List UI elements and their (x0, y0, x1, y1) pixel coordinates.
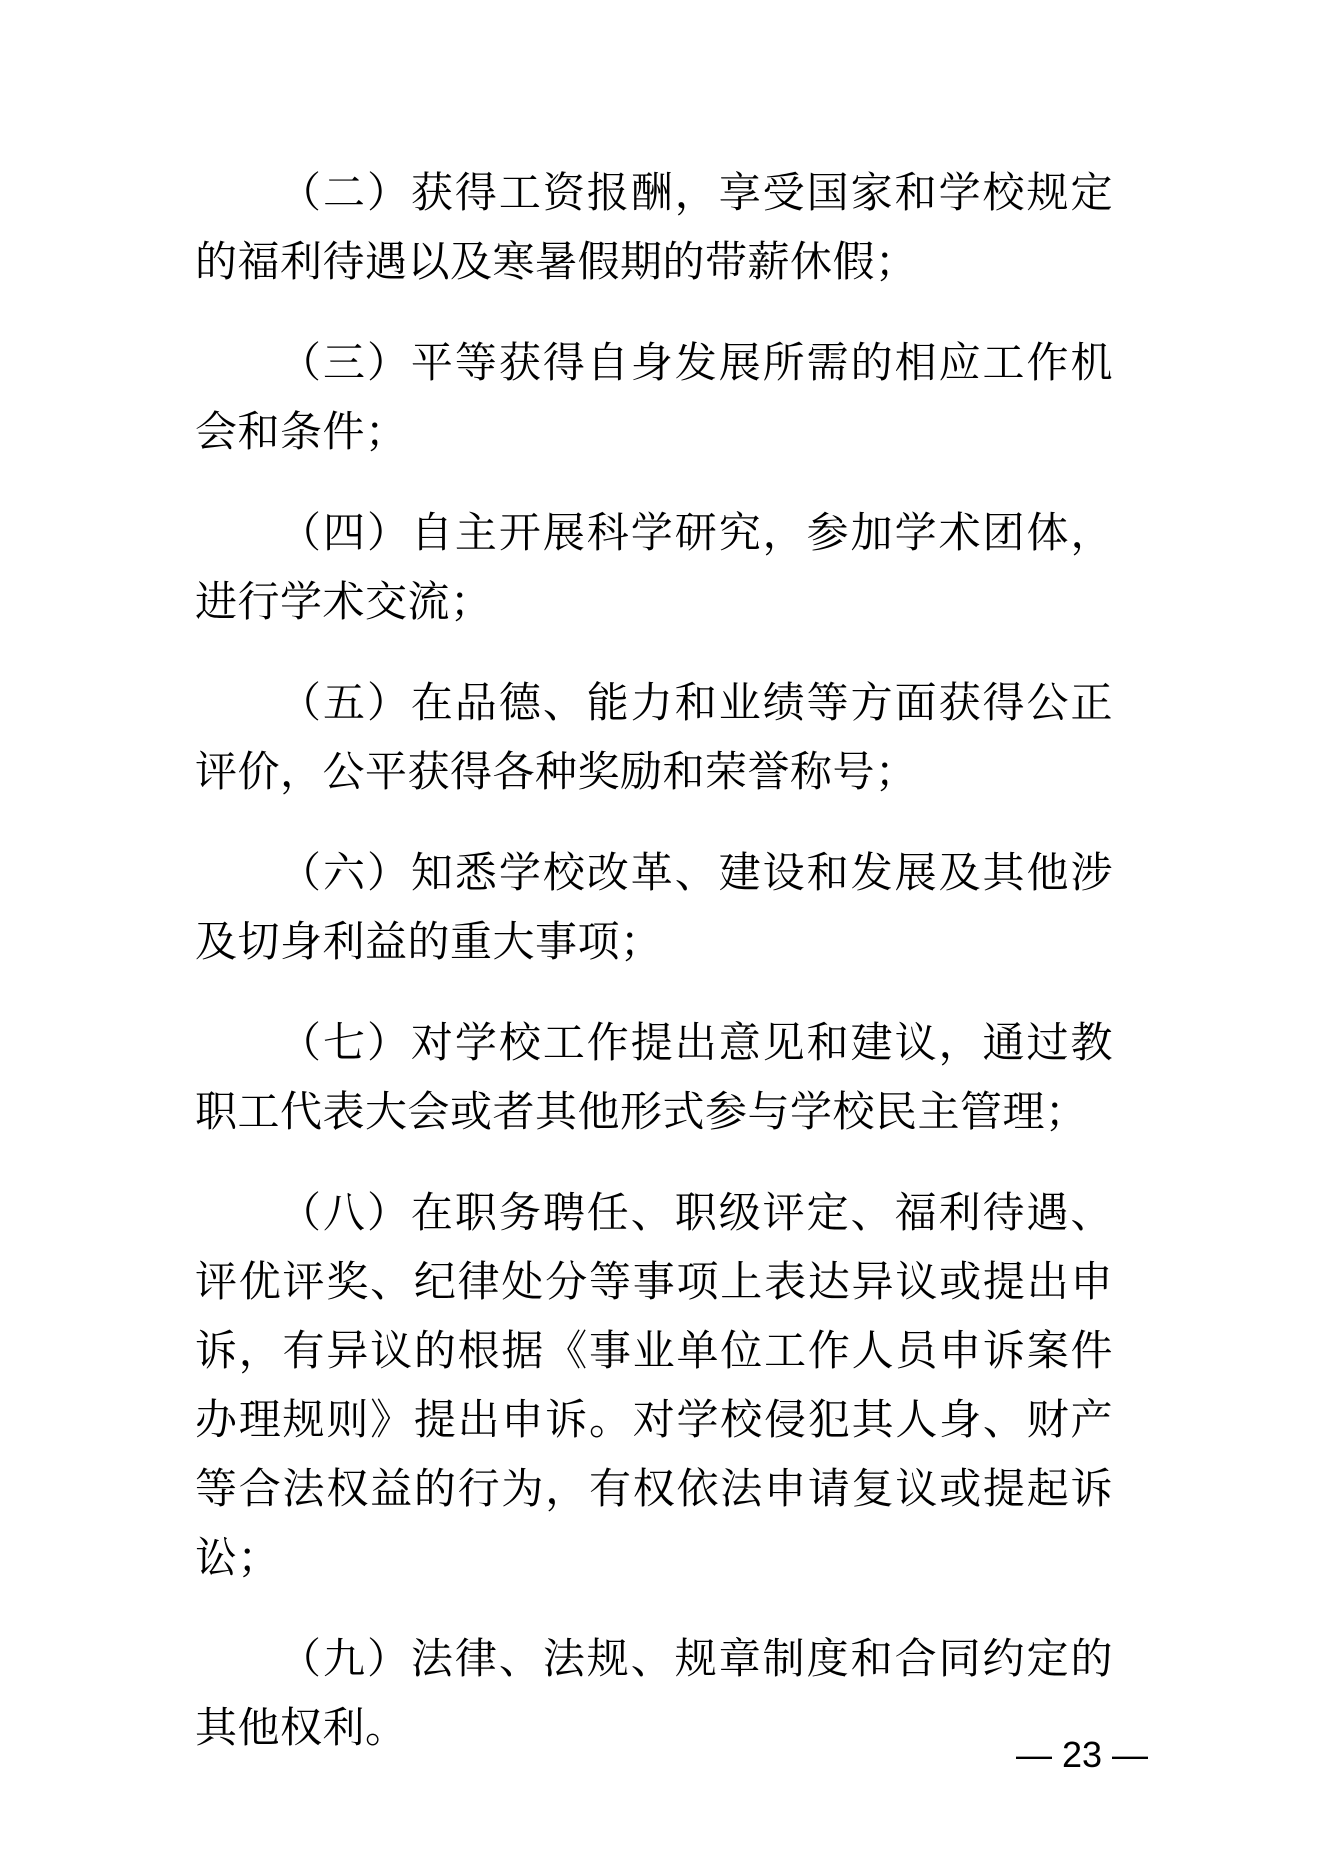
paragraph-item-3: （三）平等获得自身发展所需的相应工作机会和条件； (195, 341, 1113, 456)
paragraph-item-2: （二）获得工资报酬，享受国家和学校规定的福利待遇以及寒暑假期的带薪休假； (195, 171, 1113, 286)
document-body (195, 160, 1113, 1764)
paragraph-item-8: （八）在职务聘任、职级评定、福利待遇、评优评奖、纪律处分等事项上表达异议或提出申诉，有异议的根据《事业单位工作人员申诉案件办理规则》提出申诉。对学校侵犯其人身、财产等合法权益的行为，有权依法申请复议或提起诉讼； (195, 1191, 1113, 1582)
paragraph-item-9: （九）法律、法规、规章制度和合同约定的其他权利。 (195, 1637, 1113, 1752)
paragraph-item-6: （六）知悉学校改革、建设和发展及其他涉及切身利益的重大事项； (195, 851, 1113, 966)
paragraph-item-5: （五）在品德、能力和业绩等方面获得公正评价，公平获得各种奖励和荣誉称号； (195, 681, 1113, 796)
paragraph-item-7: （七）对学校工作提出意见和建议，通过教职工代表大会或者其他形式参与学校民主管理； (195, 1021, 1113, 1136)
page-number: — 23 — (1016, 1734, 1149, 1775)
paragraph-item-4: （四）自主开展科学研究，参加学术团体，进行学术交流； (195, 511, 1113, 626)
